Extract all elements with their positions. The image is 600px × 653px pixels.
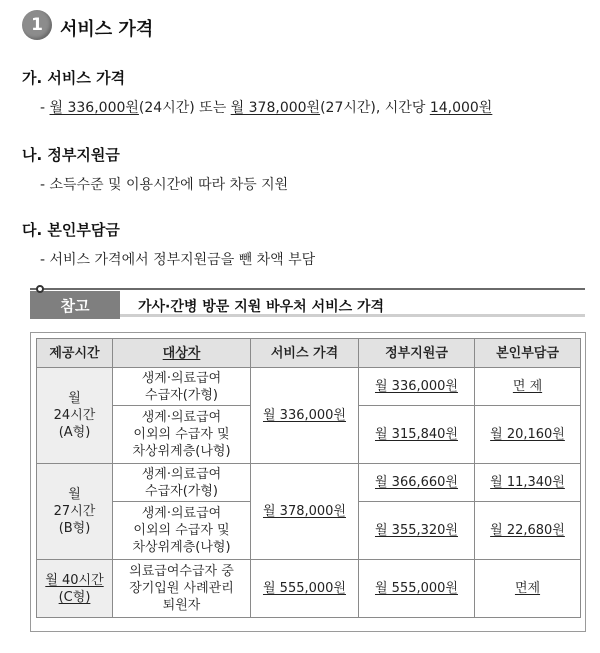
- section-number-badge: 1: [22, 10, 52, 40]
- header-support: 정부지원금: [359, 339, 475, 368]
- time-cell-b: [37, 464, 113, 560]
- price-b: 월 378,000원: [262, 504, 346, 519]
- copay-cell: [475, 560, 581, 618]
- time-a-line: (A형): [58, 425, 91, 440]
- table-row: [37, 368, 581, 406]
- section-title: 서비스 가격: [60, 19, 154, 40]
- target-line: 수급자(가형): [145, 483, 218, 499]
- time-b-line: 27시간: [53, 504, 96, 519]
- target-cell: [113, 464, 251, 502]
- reference-title: 가사·간병 방문 지원 바우처 서비스 가격: [138, 299, 385, 315]
- per-hour-label: , 시간당: [375, 100, 430, 116]
- support-cell: [359, 406, 475, 464]
- target-cell: [113, 560, 251, 618]
- support-cell: [359, 560, 475, 618]
- support-value: 월 336,000원: [374, 379, 458, 394]
- target-line: 생계·의료급여: [141, 466, 222, 482]
- heading-government-support: 나. 정부지원금: [22, 146, 120, 164]
- copay-value: 월 11,340원: [490, 475, 565, 490]
- heading-service-price: 가. 서비스 가격: [22, 69, 126, 87]
- target-cell: [113, 502, 251, 560]
- reference-tab: 참고: [30, 291, 120, 319]
- table-header-row: [37, 339, 581, 368]
- support-value: 월 555,000원: [374, 581, 458, 596]
- service-price-line: [40, 97, 492, 117]
- target-line: 생계·의료급여: [141, 410, 222, 425]
- target-cell: [113, 368, 251, 406]
- price-24h: 월 336,000원: [49, 100, 139, 116]
- header-price: 서비스 가격: [251, 339, 359, 368]
- copay-value: 월 22,680원: [490, 523, 565, 538]
- copay-cell: [475, 502, 581, 560]
- time-c-line: 월 40시간: [45, 572, 104, 588]
- copay-value: 면 제: [512, 379, 543, 394]
- time-b-line: 월: [68, 487, 81, 502]
- hours-24h: (24시간): [138, 100, 195, 116]
- price-a: 월 336,000원: [262, 408, 346, 423]
- bullet-dot-icon: [36, 285, 44, 293]
- support-cell: [359, 368, 475, 406]
- header-time: 제공시간: [37, 339, 113, 368]
- support-cell: [359, 502, 475, 560]
- copay-value: 면제: [514, 581, 541, 596]
- target-line: 퇴원자: [162, 598, 201, 613]
- target-line: 생계·의료급여: [141, 506, 222, 521]
- heading-copay: 다. 본인부담금: [22, 221, 120, 239]
- header-copay: 본인부담금: [475, 339, 581, 368]
- copay-cell: [475, 464, 581, 502]
- time-cell-a: [37, 368, 113, 464]
- target-line: 생계·의료급여: [141, 370, 222, 386]
- support-value: 월 355,320원: [374, 523, 458, 538]
- price-cell-c: [251, 560, 359, 618]
- target-cell: [113, 406, 251, 464]
- copay-cell: [475, 406, 581, 464]
- copay-value: 월 20,160원: [490, 427, 565, 442]
- time-a-line: 월: [68, 391, 81, 406]
- target-line: 차상위계층(나형): [132, 540, 231, 555]
- table-row: [37, 464, 581, 502]
- target-line: 이외의 수급자 및: [133, 523, 230, 538]
- target-line: 의료급여수급자 중: [129, 564, 234, 579]
- support-value: 월 315,840원: [374, 427, 458, 442]
- price-27h: 월 378,000원: [230, 100, 321, 116]
- reference-divider: [30, 288, 585, 290]
- dash: -: [40, 100, 50, 116]
- hours-27h: (27시간): [320, 100, 376, 116]
- time-c-line: (C형): [58, 589, 91, 605]
- time-a-line: 24시간: [53, 408, 96, 423]
- support-cell: [359, 464, 475, 502]
- time-b-line: (B형): [58, 521, 91, 536]
- target-line: 장기입원 사례관리: [129, 581, 234, 596]
- target-line: 이외의 수급자 및: [133, 427, 230, 442]
- per-hour-price: 14,000원: [429, 100, 493, 116]
- or-text: 또는: [194, 100, 231, 116]
- copay-cell: [475, 368, 581, 406]
- header-target-text: 대상자: [162, 345, 201, 361]
- price-cell-b: [251, 464, 359, 560]
- header-target: [113, 339, 251, 368]
- target-line: 차상위계층(나형): [132, 444, 231, 459]
- price-cell-a: [251, 368, 359, 464]
- time-cell-c: [37, 560, 113, 618]
- copay-text: - 서비스 가격에서 정부지원금을 뺀 차액 부담: [40, 252, 316, 268]
- support-value: 월 366,660원: [374, 475, 458, 490]
- target-line: 수급자(가형): [145, 387, 218, 403]
- voucher-price-table: [36, 338, 581, 618]
- price-c: 월 555,000원: [262, 581, 346, 596]
- government-support-text: - 소득수준 및 이용시간에 따라 차등 지원: [40, 177, 289, 193]
- table-row: [37, 560, 581, 618]
